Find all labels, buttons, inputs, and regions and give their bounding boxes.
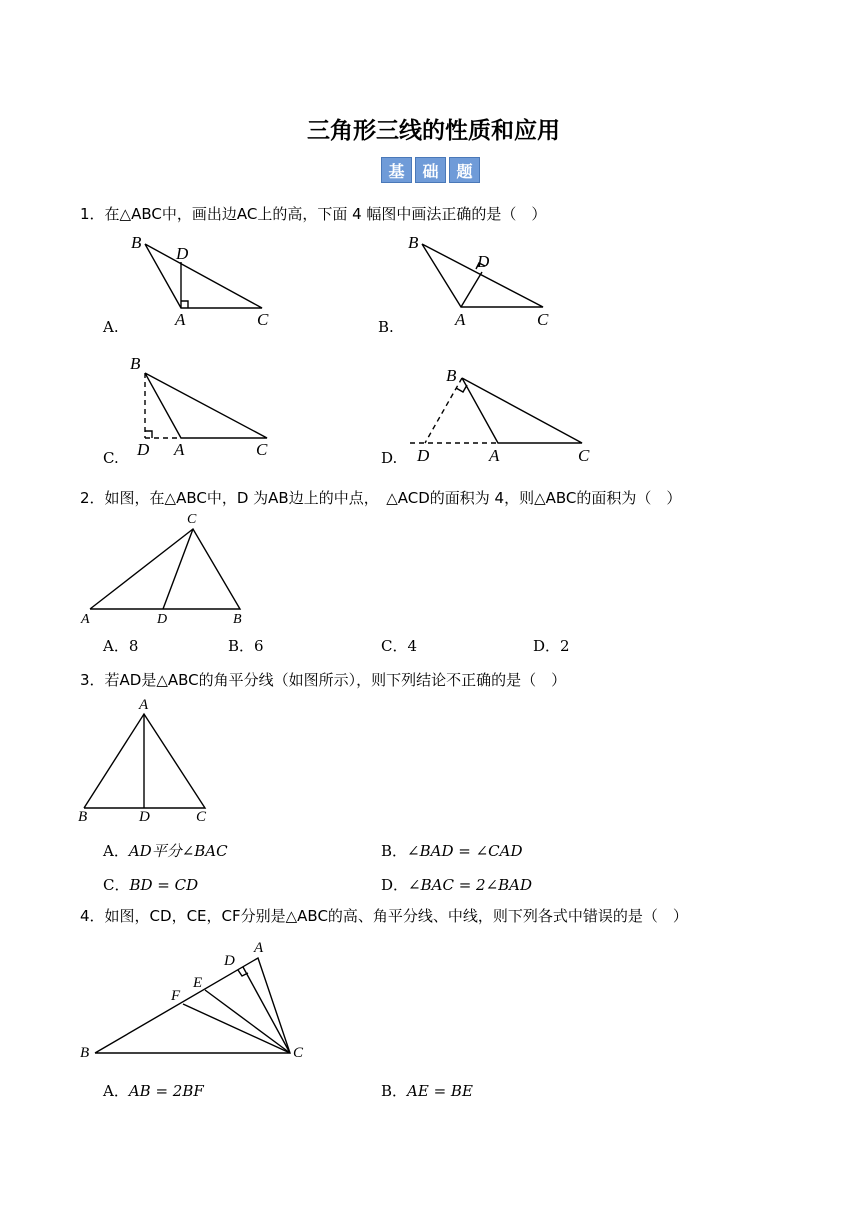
q3-label-d: D [139, 809, 150, 825]
q1-option-d: D. [381, 449, 398, 467]
q1d-label-a: A [489, 446, 500, 465]
q2-label-a: A [81, 612, 90, 627]
q1c-label-c: C [256, 440, 268, 459]
question-4-text: 4．如图，CD，CE，CF分别是△ABC的高、角平分线、中线，则下列各式中错误的是（ ） [80, 907, 688, 925]
figure-q1-c [145, 373, 267, 438]
q1b-label-c: C [537, 310, 549, 329]
q4-label-a: A [254, 940, 264, 956]
q1a-label-d: D [176, 244, 189, 263]
q3-label-c: C [196, 809, 207, 825]
q4-label-d: D [224, 953, 235, 969]
question-1-text: 1．在△ABC中，画出边AC上的高，下面 4 幅图中画法正确的是（ ） [80, 205, 547, 223]
q4-option-a: A．AB = 2BF [103, 1082, 204, 1100]
question-3-text: 3．若AD是△ABC的角平分线（如图所示），则下列结论不正确的是（ ） [80, 671, 567, 689]
q1d-label-c: C [578, 446, 590, 465]
q2-label-d: D [157, 612, 168, 627]
q1b-label-d: D [477, 252, 490, 271]
figure-q1-d [410, 378, 582, 443]
q1d-label-d: D [417, 446, 430, 465]
q3-label-b: B [78, 809, 88, 825]
q3-option-d: D．∠BAC = 2∠BAD [381, 876, 533, 894]
figure-q4 [95, 958, 290, 1053]
q3-option-c: C．BD = CD [103, 876, 199, 894]
q2-option-b: B．6 [228, 637, 264, 655]
q1c-label-b: B [130, 354, 141, 373]
q2-option-a: A．8 [103, 637, 139, 655]
q1a-label-c: C [257, 310, 269, 329]
q3-option-a: A．AD平分∠BAC [103, 842, 228, 860]
figure-q3 [84, 714, 205, 808]
q2-label-c: C [187, 512, 197, 527]
q1a-label-b: B [131, 233, 142, 252]
q1d-label-b: B [446, 366, 457, 385]
badge-3: 题 [449, 157, 480, 183]
q1-option-a: A. [103, 318, 119, 336]
q2-label-b: B [233, 612, 242, 627]
figure-q2 [90, 529, 240, 609]
q1c-label-d: D [137, 440, 150, 459]
q1b-label-b: B [408, 233, 419, 252]
q3-label-a: A [139, 697, 149, 713]
q2-option-d: D．2 [533, 637, 570, 655]
q1b-label-a: A [455, 310, 466, 329]
q4-option-b: B．AE = BE [381, 1082, 473, 1100]
badge-1: 基 [381, 157, 412, 183]
badge-2: 础 [415, 157, 446, 183]
q1-option-b: B. [378, 318, 394, 336]
figure-q1-a [145, 244, 262, 308]
q4-label-c: C [293, 1045, 304, 1061]
q1a-label-a: A [175, 310, 186, 329]
q1c-label-a: A [174, 440, 185, 459]
page-title: 三角形三线的性质和应用 [307, 118, 560, 144]
q1-option-c: C. [103, 449, 119, 467]
q4-label-e: E [193, 975, 203, 991]
q4-label-f: F [171, 988, 181, 1004]
q2-option-c: C．4 [381, 637, 418, 655]
question-2-text: 2．如图，在△ABC中，D 为AB边上的中点， △ACD的面积为 4，则△ABC的面积为（ ） [80, 489, 682, 507]
q3-option-b: B．∠BAD = ∠CAD [381, 842, 523, 860]
q4-label-b: B [80, 1045, 90, 1061]
